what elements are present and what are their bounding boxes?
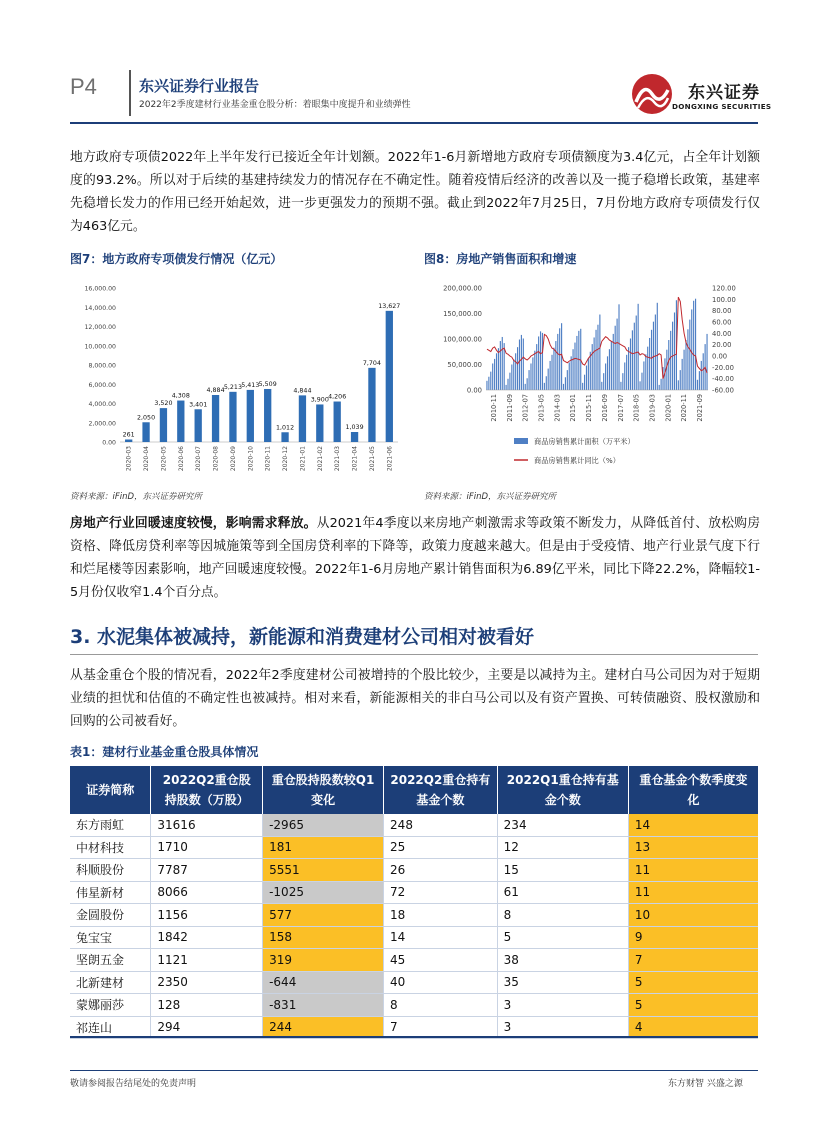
x-tick-label: 2021-03 [334,446,342,472]
sales-area-bar [576,336,577,390]
x-tick-label: 2017-07 [616,394,625,422]
sales-area-bar [592,344,593,390]
paragraph-real-estate-body: 从2021年4季度以来房地产刺激需求等政策不断发力，从降低首付、放松购房资格、降低房贷利率等因城施策等到全国房贷利率的下降等，政策力度越来越大。但是由于受疫情、地产行业景气度下行和烂尾楼等因素影响，地产回暖速度较慢。2022年1-6月房地产累计销售面积为6.89亿平米，同比下降22.2%，降幅较1-5月份仅收窄1.4个百分点。 [70,516,761,600]
sales-area-bar [666,350,667,390]
cell-funds-q2: 26 [384,859,498,882]
sales-area-bar [574,343,575,390]
sales-area-bar [670,331,671,390]
sales-area-bar [607,356,608,390]
sales-area-bar [674,312,675,390]
figure8-chart [424,272,760,480]
cell-funds-q2: 7 [384,1016,498,1039]
cell-shares-change: -1025 [263,881,384,904]
y-tick-label: 16,000.00 [84,285,116,293]
sales-area-bar [682,359,683,390]
cell-name: 东方雨虹 [70,814,151,836]
y-tick-label: 0.00 [102,439,116,447]
sales-area-bar [699,371,700,390]
bar [281,432,288,442]
sales-area-bar [540,331,541,390]
sales-area-bar [500,341,501,390]
bar [160,408,167,442]
sales-area-bar [544,383,545,390]
sales-area-bar [542,333,543,390]
cell-shares-change: -831 [263,994,384,1017]
cell-funds-q1: 15 [497,859,628,882]
sales-area-bar [532,357,533,390]
x-tick-label: 2013-05 [537,394,546,422]
bar-value-label: 1,039 [345,423,364,431]
sales-area-bar [689,320,690,390]
sales-area-bar [586,366,587,390]
sales-area-bar [703,353,704,390]
sales-area-bar [630,338,631,390]
figure8-title: 图8：房地产销售面积和增速 [424,252,577,266]
col-header-funds-q1: 2022Q1重仓持有基金个数 [497,766,628,814]
sales-area-bar [490,372,491,390]
sales-area-bar [578,331,579,390]
sales-area-bar [573,349,574,390]
sales-area-bar [687,329,688,390]
header-rule [70,122,758,124]
y-tick-label: 8,000.00 [88,362,116,370]
sales-area-bar [595,330,596,390]
sales-area-bar [517,347,518,390]
bar [368,368,375,442]
sales-area-bar [620,382,621,390]
right-y-tick-label: 120.00 [712,284,736,293]
right-y-tick-label: -40.00 [712,375,734,384]
sales-area-bar [601,382,602,390]
footer-disclaimer: 敬请参阅报告结尾处的免责声明 [70,1079,197,1089]
cell-shares-change: 319 [263,949,384,972]
sales-area-bar [588,358,589,390]
sales-area-bar [668,340,669,390]
x-tick-label: 2020-06 [177,446,185,472]
cell-name: 祁连山 [70,1016,151,1039]
sales-area-bar [645,354,646,390]
cell-shares: 128 [151,994,263,1017]
sales-area-bar [649,338,650,390]
sales-area-bar [597,325,598,390]
logo-text: 东兴证券 [688,83,760,103]
table-row [70,926,758,949]
right-y-tick-label: -20.00 [712,363,734,372]
sales-area-bar [618,304,619,390]
bar-value-label: 2,050 [137,414,156,422]
cell-funds-q2: 14 [384,926,498,949]
section-3-paragraph: 从基金重仓个股的情况看，2022年2季度建材公司被增持的个股比较少，主要是以减持为主。建材白马公司因为对于短期业绩的担忧和估值的不确定性也被减持。相对来看，新能源相关的非白马公司以及有资产置换、可转债融资、股权激励和回购的公司被看好。 [70,668,760,729]
cell-name: 伟星新材 [70,881,151,904]
sales-area-bar [609,349,610,390]
cell-funds-q2: 72 [384,881,498,904]
footer-slogan: 东方财智 兴盛之源 [668,1079,743,1089]
sales-area-bar [527,378,528,390]
sales-area-bar [550,361,551,390]
bar-value-label: 4,308 [171,392,190,400]
figure8-source: 资料来源：iFinD，东兴证券研究所 [424,492,557,502]
cell-funds-q1: 12 [497,836,628,859]
sales-area-bar [651,330,652,390]
x-tick-label: 2021-09 [696,394,705,422]
x-tick-label: 2016-09 [600,394,609,422]
x-tick-label: 2021-01 [299,446,307,472]
sales-area-bar [496,353,497,390]
table-header-row [70,766,758,814]
sales-area-bar [615,326,616,390]
x-tick-label: 2020-05 [160,446,168,472]
sales-area-bar [599,315,600,390]
cell-funds-q2: 248 [384,814,498,836]
sales-area-bar [509,373,510,390]
x-tick-label: 2020-10 [247,446,255,472]
cell-shares: 1156 [151,904,263,927]
cell-funds-q1: 38 [497,949,628,972]
cell-funds-q1: 8 [497,904,628,927]
sales-area-bar [563,384,564,390]
bar-value-label: 7,704 [362,359,381,367]
sales-area-bar [582,383,583,390]
sales-area-bar [534,351,535,390]
right-y-tick-label: -60.00 [712,386,734,395]
cell-funds-q2: 45 [384,949,498,972]
cell-shares: 8066 [151,881,263,904]
col-header-name: 证券简称 [70,766,151,814]
right-y-tick-label: 20.00 [712,341,732,350]
x-tick-label: 2015-11 [585,394,594,422]
cell-shares-change: 181 [263,836,384,859]
x-tick-label: 2020-12 [282,446,290,472]
cell-shares-change: 5551 [263,859,384,882]
table-bottom-rule [70,1036,758,1038]
sales-area-bar [571,356,572,390]
cell-funds-change: 9 [628,926,758,949]
footer-rule [70,1070,758,1071]
col-header-funds-q2: 2022Q2重仓持有基金个数 [384,766,498,814]
cell-funds-q2: 25 [384,836,498,859]
cell-name: 北新建材 [70,971,151,994]
bar-value-label: 5,509 [258,380,277,388]
sales-area-bar [617,319,618,390]
sales-area-bar [546,376,547,390]
sales-area-bar [678,380,679,390]
cell-funds-q1: 3 [497,1016,628,1039]
sales-area-bar [511,365,512,391]
x-tick-label: 2020-03 [125,446,133,472]
bar-value-label: 4,844 [293,387,312,395]
sales-area-bar [530,363,531,390]
sales-area-bar [684,350,685,390]
sales-area-bar [536,344,537,390]
cell-name: 坚朗五金 [70,949,151,972]
x-tick-label: 2020-09 [229,446,237,472]
sales-area-bar [506,385,507,390]
cell-shares: 1710 [151,836,263,859]
sales-area-bar [680,370,681,390]
header-divider [129,70,131,116]
bar [247,390,254,442]
left-y-tick-label: 100,000.00 [443,335,482,344]
bar [351,432,358,442]
cell-funds-change: 5 [628,994,758,1017]
cell-name: 兔宝宝 [70,926,151,949]
sales-area-bar [685,340,686,390]
sales-area-bar [647,347,648,390]
page-number: P4 [70,74,97,99]
sales-area-bar [632,330,633,390]
cell-shares-change: -644 [263,971,384,994]
x-tick-label: 2020-08 [212,446,220,472]
sales-area-bar [634,323,635,390]
bar-value-label: 4,884 [206,386,225,394]
cell-shares-change: 577 [263,904,384,927]
x-tick-label: 2021-06 [386,446,394,472]
x-tick-label: 2018-05 [632,394,641,422]
cell-name: 蒙娜丽莎 [70,994,151,1017]
bar-value-label: 3,520 [154,400,173,408]
sales-area-bar [697,380,698,390]
report-series: 东兴证券行业报告 [139,77,260,95]
col-header-shares: 2022Q2重仓股持股数（万股） [151,766,263,814]
x-tick-label: 2015-01 [569,394,578,422]
y-tick-label: 14,000.00 [84,304,116,312]
sales-area-bar [641,373,642,390]
table1-title: 表1：建材行业基金重仓股具体情况 [70,745,259,759]
y-tick-label: 12,000.00 [84,324,116,331]
cell-shares-change: 158 [263,926,384,949]
sales-area-bar [691,309,692,390]
sales-area-bar [548,369,549,390]
bar [125,439,132,442]
sales-area-bar [695,299,696,390]
cell-funds-change: 5 [628,971,758,994]
sales-area-bar [701,361,702,390]
x-tick-label: 2019-03 [648,394,657,422]
x-tick-label: 2011-09 [505,394,514,422]
sales-area-bar [661,379,662,390]
right-y-tick-label: 60.00 [712,318,732,327]
cell-funds-q2: 40 [384,971,498,994]
y-tick-label: 4,000.00 [88,401,116,408]
y-tick-label: 2,000.00 [88,420,116,428]
table-row [70,994,758,1017]
cell-name: 中材科技 [70,836,151,859]
cell-funds-change: 10 [628,904,758,927]
x-tick-label: 2020-07 [195,446,203,472]
cell-funds-q2: 8 [384,994,498,1017]
left-y-tick-label: 50,000.00 [447,361,482,369]
sales-area-bar [555,341,556,390]
sales-area-bar [590,352,591,390]
y-tick-label: 6,000.00 [88,381,116,389]
cell-funds-q1: 234 [497,814,628,836]
cell-funds-change: 4 [628,1016,758,1039]
sales-area-bar [626,355,627,390]
bar [334,402,341,442]
cell-shares: 1842 [151,926,263,949]
sales-area-bar [502,337,503,390]
paragraph-real-estate-lead: 房地产行业回暖速度较慢，影响需求释放。 [70,516,317,531]
x-tick-label: 2020-01 [664,394,673,422]
cell-funds-q1: 5 [497,926,628,949]
table-row [70,814,758,836]
x-tick-label: 2014-03 [553,394,562,422]
table-row [70,881,758,904]
sales-area-bar [528,370,529,390]
sales-area-bar [628,347,629,390]
sales-area-bar [515,353,516,390]
bar [177,401,184,442]
cell-funds-change: 7 [628,949,758,972]
sales-area-bar [639,381,640,390]
legend-label-bar: 商品房销售累计面积（万平米） [534,437,635,446]
bar [316,404,323,442]
cell-funds-change: 11 [628,859,758,882]
table-row [70,971,758,994]
cell-shares: 2350 [151,971,263,994]
table-row [70,904,758,927]
paragraph-special-bonds: 地方政府专项债2022年上半年发行已接近全年计划额。2022年1-6月新增地方政府专项债额度为3.4亿元，占全年计划额度的93.2%。所以对于后续的基建持续发力的情况存在不确定性。随着疫情后经济的改善以及一揽子稳增长政策，基建率先稳增长发力的作用已经开始起效，进一步更强发力的预期不强。截止到2022年7月25日，7月份地方政府专项债发行仅为463亿元。 [70,150,760,234]
cell-funds-change: 11 [628,881,758,904]
cell-name: 科顺股份 [70,859,151,882]
sales-area-bar [653,322,654,390]
x-tick-label: 2020-04 [143,446,151,472]
cell-funds-change: 14 [628,814,758,836]
bar [212,395,219,442]
cell-funds-q1: 3 [497,994,628,1017]
bar-value-label: 261 [122,431,135,439]
sales-area-bar [567,370,568,390]
figure7-chart [70,272,410,480]
right-y-tick-label: 100.00 [712,295,736,304]
sales-area-bar [521,335,522,390]
sales-area-bar [603,373,604,390]
cell-shares: 1121 [151,949,263,972]
x-tick-label: 2021-04 [351,446,359,472]
left-y-tick-label: 150,000.00 [443,310,482,318]
cell-shares: 294 [151,1016,263,1039]
cell-funds-q1: 61 [497,881,628,904]
sales-area-bar [706,334,707,390]
col-header-shares-change: 重仓股持股数较Q1变化 [263,766,384,814]
cell-shares-change: 244 [263,1016,384,1039]
sales-area-bar [557,334,558,390]
table-row [70,836,758,859]
report-title: 2022年2季度建材行业基金重仓股分析：着眼集中度提升和业绩弹性 [139,100,411,110]
left-y-tick-label: 200,000.00 [443,284,482,293]
bar [386,311,393,442]
table-row [70,859,758,882]
col-header-funds-change: 重仓基金个数季度变化 [628,766,758,814]
right-y-tick-label: 80.00 [712,307,732,316]
sales-area-bar [594,337,595,390]
x-tick-label: 2020-11 [680,394,689,422]
sales-area-bar [643,361,644,390]
bar [229,392,236,442]
y-tick-label: 10,000.00 [84,343,116,351]
sales-area-bar [553,348,554,390]
bar-value-label: 5,413 [241,381,260,389]
left-y-tick-label: 0.00 [466,386,482,395]
figure7-source: 资料来源：iFinD，东兴证券研究所 [70,492,203,502]
bar-value-label: 3,401 [189,401,208,409]
bar [195,409,202,442]
sales-area-bar [638,304,639,390]
right-y-tick-label: 0.00 [712,352,728,361]
sales-area-bar [611,341,612,390]
x-tick-label: 2021-02 [316,446,324,472]
sales-area-bar [624,362,625,390]
bar-value-label: 1,012 [276,424,295,432]
bar-value-label: 4,206 [328,393,347,401]
sales-area-bar [519,340,520,390]
sales-area-bar [605,363,606,390]
sales-area-bar [559,328,560,390]
paragraph-real-estate [70,512,760,604]
cell-shares: 31616 [151,814,263,836]
sales-area-bar [622,373,623,390]
legend-label-line: 商品房销售累计同比（%） [534,456,620,465]
sales-area-bar [525,384,526,390]
sales-area-bar [693,301,694,390]
sales-area-bar [494,359,495,390]
bar [299,395,306,442]
bar [264,389,271,442]
sales-area-bar [657,303,658,390]
cell-funds-change: 13 [628,836,758,859]
sales-area-bar [523,338,524,390]
cell-name: 金圆股份 [70,904,151,927]
cell-funds-q2: 18 [384,904,498,927]
bar [142,422,149,442]
right-y-tick-label: 40.00 [712,329,732,338]
section-rule [70,654,758,655]
sales-area-bar [507,379,508,390]
cell-shares: 7787 [151,859,263,882]
sales-area-bar [655,315,656,390]
cell-funds-q1: 35 [497,971,628,994]
bar-value-label: 3,900 [310,396,329,404]
sales-area-bar [492,363,493,390]
logo-text-en: DONGXING SECURITIES [672,102,772,111]
sales-area-bar [513,359,514,390]
holdings-table [70,766,758,1039]
bar-value-label: 13,627 [378,302,401,310]
sales-area-bar [584,375,585,390]
legend-swatch-bar [514,438,528,444]
sales-area-bar [551,355,552,390]
table-row [70,949,758,972]
x-tick-label: 2020-11 [264,446,272,472]
sales-area-bar [498,348,499,390]
sales-area-bar [565,377,566,390]
figure7-title: 图7：地方政府专项债发行情况（亿元） [70,252,283,266]
sales-area-bar [486,381,487,390]
sales-area-bar [488,377,489,390]
section-3-heading: 3. 水泥集体被减持，新能源和消费建材公司相对被看好 [70,626,535,648]
sales-area-bar [569,362,570,390]
sales-area-bar [659,385,660,390]
sales-area-bar [538,336,539,390]
x-tick-label: 2021-05 [368,446,376,472]
x-tick-label: 2010-11 [489,394,498,422]
cell-shares-change: -2965 [263,814,384,836]
bar-value-label: 5,213 [223,383,242,391]
x-tick-label: 2012-07 [521,394,530,422]
